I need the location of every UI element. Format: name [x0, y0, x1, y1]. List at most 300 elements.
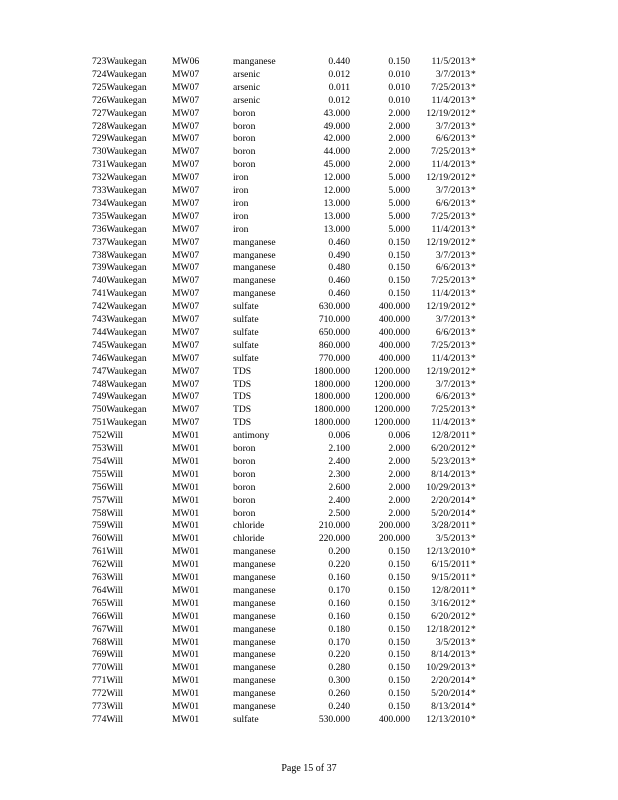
table-row: [0, 158, 618, 171]
parameter: arsenic: [233, 94, 261, 106]
well-id: MW07: [172, 197, 200, 209]
record-id: 759Will: [92, 520, 124, 532]
sample-date: 2/20/2014: [431, 675, 470, 687]
table-row: [0, 55, 618, 68]
parameter: sulfate: [233, 713, 259, 725]
result-value: 710.000: [318, 314, 350, 325]
sample-date: 5/20/2014: [431, 507, 470, 519]
parameter: boron: [233, 455, 256, 467]
result-value: 49.000: [323, 120, 350, 132]
exceedance-flag: *: [471, 146, 476, 158]
exceedance-flag: *: [471, 675, 476, 687]
table-row: [0, 132, 618, 145]
parameter: manganese: [233, 572, 276, 583]
standard-limit: 0.150: [388, 662, 410, 674]
record-id: 741Waukegan: [92, 288, 147, 300]
exceedance-flag: *: [471, 339, 476, 351]
table-row: [0, 584, 618, 597]
table-row: [0, 249, 618, 262]
standard-limit: 5.000: [388, 223, 410, 235]
well-id: MW07: [172, 236, 200, 248]
record-id: 764Will: [92, 584, 124, 596]
exceedance-flag: *: [471, 662, 476, 674]
standard-limit: 0.150: [388, 262, 410, 274]
exceedance-flag: *: [471, 378, 476, 390]
standard-limit: 0.150: [388, 288, 410, 300]
table-row: [0, 326, 618, 339]
exceedance-flag: *: [471, 120, 476, 132]
result-value: 13.000: [323, 210, 350, 222]
exceedance-flag: *: [471, 494, 476, 506]
sample-date: 8/14/2013: [431, 649, 470, 661]
exceedance-flag: *: [471, 610, 476, 622]
record-id: 757Will: [92, 494, 124, 506]
record-id: 770Will: [92, 662, 124, 674]
parameter: iron: [233, 223, 249, 235]
parameter: boron: [233, 146, 256, 158]
table-row: [0, 274, 618, 287]
table-row: [0, 107, 618, 120]
exceedance-flag: *: [471, 275, 476, 287]
sample-date: 12/19/2012: [426, 301, 470, 313]
well-id: MW07: [172, 81, 200, 93]
table-row: [0, 494, 618, 507]
result-value: 650.000: [318, 326, 350, 338]
standard-limit: 1200.000: [374, 365, 410, 377]
table-row: [0, 636, 618, 649]
exceedance-flag: *: [471, 223, 476, 235]
standard-limit: 0.010: [388, 94, 410, 106]
well-id: MW07: [172, 301, 200, 313]
well-id: MW01: [172, 662, 200, 674]
parameter: boron: [233, 468, 256, 480]
sample-date: 3/16/2012: [431, 597, 470, 609]
record-id: 739Waukegan: [92, 262, 147, 274]
parameter: sulfate: [233, 352, 259, 364]
result-value: 0.180: [328, 623, 350, 635]
record-id: 760Will: [92, 533, 124, 545]
table-row: [0, 210, 618, 223]
record-id: 762Will: [92, 559, 124, 571]
result-value: 2.600: [328, 481, 350, 493]
record-id: 725Waukegan: [92, 81, 147, 93]
sample-date: 3/7/2013: [435, 120, 470, 132]
standard-limit: 1200.000: [374, 417, 410, 429]
result-value: 2.500: [328, 507, 350, 519]
result-value: 1800.000: [314, 378, 350, 390]
record-id: 752Will: [92, 430, 124, 442]
standard-limit: 0.150: [388, 572, 410, 583]
record-id: 771Will: [92, 675, 124, 687]
record-id: 749Waukegan: [92, 391, 147, 403]
parameter: manganese: [233, 688, 276, 700]
exceedance-flag: *: [471, 688, 476, 700]
exceedance-flag: *: [471, 326, 476, 338]
result-value: 0.160: [328, 572, 350, 583]
standard-limit: 2.000: [388, 120, 410, 132]
parameter: manganese: [233, 56, 276, 67]
table-row: [0, 120, 618, 133]
table-row: [0, 390, 618, 403]
parameter: TDS: [233, 391, 252, 403]
well-id: MW01: [172, 610, 200, 622]
sample-date: 6/20/2012: [431, 443, 470, 454]
table-row: [0, 519, 618, 532]
exceedance-flag: *: [471, 584, 476, 596]
record-id: 727Waukegan: [92, 107, 147, 119]
table-row: [0, 468, 618, 481]
sample-date: 12/19/2012: [426, 107, 470, 119]
sample-date: 11/4/2013: [431, 288, 470, 300]
sample-date: 3/7/2013: [435, 378, 470, 390]
parameter: manganese: [233, 249, 276, 261]
standard-limit: 200.000: [378, 520, 410, 532]
exceedance-flag: *: [471, 288, 476, 300]
standard-limit: 1200.000: [374, 391, 410, 403]
standard-limit: 400.000: [378, 339, 410, 351]
exceedance-flag: *: [471, 56, 476, 67]
parameter: iron: [233, 172, 249, 184]
well-id: MW01: [172, 572, 200, 583]
record-id: 736Waukegan: [92, 223, 147, 235]
table-row: [0, 674, 618, 687]
parameter: TDS: [233, 404, 252, 416]
sample-date: 6/15/2011: [431, 559, 470, 571]
parameter: manganese: [233, 701, 276, 712]
standard-limit: 0.150: [388, 623, 410, 635]
well-id: MW07: [172, 210, 200, 222]
table-row: [0, 81, 618, 94]
well-id: MW07: [172, 391, 200, 403]
record-id: 746Waukegan: [92, 352, 147, 364]
standard-limit: 2.000: [388, 146, 410, 158]
result-value: 0.300: [328, 675, 350, 687]
record-id: 735Waukegan: [92, 210, 147, 222]
well-id: MW06: [172, 56, 200, 67]
record-id: 754Will: [92, 455, 124, 467]
table-row: [0, 661, 618, 674]
sample-date: 7/25/2013: [431, 146, 470, 158]
table-row: [0, 145, 618, 158]
table-row: [0, 313, 618, 326]
result-value: 530.000: [318, 713, 350, 725]
record-id: 731Waukegan: [92, 159, 147, 171]
result-value: 0.280: [328, 662, 350, 674]
well-id: MW07: [172, 404, 200, 416]
record-id: 773Will: [92, 701, 124, 712]
result-value: 0.160: [328, 610, 350, 622]
well-id: MW07: [172, 339, 200, 351]
record-id: 769Will: [92, 649, 124, 661]
result-value: 1800.000: [314, 404, 350, 416]
record-id: 742Waukegan: [92, 301, 147, 313]
sample-date: 6/20/2012: [431, 610, 470, 622]
record-id: 726Waukegan: [92, 94, 147, 106]
result-value: 0.160: [328, 597, 350, 609]
well-id: MW01: [172, 559, 200, 571]
well-id: MW01: [172, 584, 200, 596]
standard-limit: 0.150: [388, 584, 410, 596]
parameter: manganese: [233, 597, 276, 609]
sample-date: 3/5/2013: [435, 533, 470, 545]
well-id: MW07: [172, 378, 200, 390]
exceedance-flag: *: [471, 481, 476, 493]
exceedance-flag: *: [471, 636, 476, 648]
sample-date: 2/20/2014: [431, 494, 470, 506]
sample-date: 6/6/2013: [435, 326, 470, 338]
sample-date: 3/28/2011: [431, 520, 470, 532]
record-id: 765Will: [92, 597, 124, 609]
sample-date: 3/7/2013: [435, 68, 470, 80]
result-value: 13.000: [323, 197, 350, 209]
sample-date: 12/19/2012: [426, 236, 470, 248]
table-row: [0, 300, 618, 313]
parameter: manganese: [233, 610, 276, 622]
exceedance-flag: *: [471, 314, 476, 325]
exceedance-flag: *: [471, 533, 476, 545]
table-row: [0, 429, 618, 442]
parameter: manganese: [233, 288, 276, 300]
table-row: [0, 558, 618, 571]
result-value: 13.000: [323, 223, 350, 235]
well-id: MW07: [172, 326, 200, 338]
table-row: [0, 416, 618, 429]
exceedance-flag: *: [471, 249, 476, 261]
well-id: MW01: [172, 533, 200, 545]
result-value: 0.490: [328, 249, 350, 261]
result-value: 12.000: [323, 172, 350, 184]
table-row: [0, 623, 618, 636]
table-row: [0, 610, 618, 623]
result-value: 0.012: [328, 68, 350, 80]
record-id: 758Will: [92, 507, 124, 519]
parameter: boron: [233, 443, 256, 454]
standard-limit: 2.000: [388, 468, 410, 480]
result-value: 0.220: [328, 649, 350, 661]
standard-limit: 0.150: [388, 249, 410, 261]
result-value: 0.170: [328, 636, 350, 648]
result-value: 42.000: [323, 133, 350, 145]
parameter: manganese: [233, 262, 276, 274]
table-row: [0, 687, 618, 700]
exceedance-flag: *: [471, 520, 476, 532]
parameter: manganese: [233, 559, 276, 571]
sample-date: 12/13/2010: [426, 713, 470, 725]
result-value: 43.000: [323, 107, 350, 119]
standard-limit: 2.000: [388, 494, 410, 506]
parameter: boron: [233, 507, 256, 519]
exceedance-flag: *: [471, 572, 476, 583]
record-id: 753Will: [92, 443, 124, 454]
exceedance-flag: *: [471, 391, 476, 403]
record-id: 743Waukegan: [92, 314, 147, 325]
sample-date: 12/18/2012: [426, 623, 470, 635]
well-id: MW01: [172, 507, 200, 519]
standard-limit: 0.150: [388, 649, 410, 661]
parameter: arsenic: [233, 81, 261, 93]
parameter: boron: [233, 159, 256, 171]
sample-date: 3/7/2013: [435, 185, 470, 196]
table-row: [0, 571, 618, 584]
well-id: MW01: [172, 546, 200, 558]
result-value: 0.460: [328, 288, 350, 300]
parameter: manganese: [233, 236, 276, 248]
sample-date: 7/25/2013: [431, 275, 470, 287]
table-row: [0, 223, 618, 236]
record-id: 745Waukegan: [92, 339, 147, 351]
parameter: boron: [233, 481, 256, 493]
standard-limit: 400.000: [378, 326, 410, 338]
result-value: 860.000: [318, 339, 350, 351]
standard-limit: 400.000: [378, 314, 410, 325]
record-id: 723Waukegan: [92, 56, 147, 67]
record-id: 756Will: [92, 481, 124, 493]
parameter: arsenic: [233, 68, 261, 80]
well-id: MW01: [172, 481, 200, 493]
table-row: [0, 403, 618, 416]
record-id: 761Will: [92, 546, 124, 558]
parameter: manganese: [233, 275, 276, 287]
parameter: antimony: [233, 430, 270, 442]
result-value: 2.300: [328, 468, 350, 480]
record-id: 733Waukegan: [92, 185, 147, 196]
exceedance-flag: *: [471, 365, 476, 377]
well-id: MW07: [172, 146, 200, 158]
standard-limit: 2.000: [388, 107, 410, 119]
record-id: 734Waukegan: [92, 197, 147, 209]
exceedance-flag: *: [471, 597, 476, 609]
table-row: [0, 365, 618, 378]
standard-limit: 2.000: [388, 443, 410, 454]
sample-date: 11/4/2013: [431, 223, 470, 235]
result-value: 0.220: [328, 559, 350, 571]
result-value: 0.170: [328, 584, 350, 596]
table-row: [0, 184, 618, 197]
sample-date: 11/4/2013: [431, 159, 470, 171]
well-id: MW01: [172, 688, 200, 700]
exceedance-flag: *: [471, 404, 476, 416]
parameter: manganese: [233, 584, 276, 596]
standard-limit: 0.150: [388, 597, 410, 609]
record-id: 728Waukegan: [92, 120, 147, 132]
result-value: 220.000: [318, 533, 350, 545]
well-id: MW01: [172, 443, 200, 454]
table-row: [0, 287, 618, 300]
well-id: MW07: [172, 262, 200, 274]
record-id: 732Waukegan: [92, 172, 147, 184]
parameter: boron: [233, 494, 256, 506]
table-row: [0, 442, 618, 455]
result-value: 0.260: [328, 688, 350, 700]
result-value: 0.012: [328, 94, 350, 106]
well-id: MW01: [172, 623, 200, 635]
exceedance-flag: *: [471, 430, 476, 442]
table-row: [0, 545, 618, 558]
record-id: 738Waukegan: [92, 249, 147, 261]
record-id: 730Waukegan: [92, 146, 147, 158]
well-id: MW01: [172, 636, 200, 648]
standard-limit: 0.150: [388, 236, 410, 248]
well-id: MW07: [172, 107, 200, 119]
well-id: MW07: [172, 288, 200, 300]
result-value: 0.440: [328, 56, 350, 67]
standard-limit: 400.000: [378, 301, 410, 313]
record-id: 737Waukegan: [92, 236, 147, 248]
parameter: manganese: [233, 623, 276, 635]
sample-date: 3/7/2013: [435, 314, 470, 325]
sample-date: 3/7/2013: [435, 249, 470, 261]
record-id: 724Waukegan: [92, 68, 147, 80]
exceedance-flag: *: [471, 649, 476, 661]
standard-limit: 5.000: [388, 185, 410, 196]
standard-limit: 0.150: [388, 610, 410, 622]
result-value: 0.240: [328, 701, 350, 712]
result-value: 630.000: [318, 301, 350, 313]
exceedance-flag: *: [471, 417, 476, 429]
parameter: manganese: [233, 649, 276, 661]
table-row: [0, 261, 618, 274]
standard-limit: 200.000: [378, 533, 410, 545]
result-value: 770.000: [318, 352, 350, 364]
result-value: 0.200: [328, 546, 350, 558]
result-value: 2.100: [328, 443, 350, 454]
exceedance-flag: *: [471, 68, 476, 80]
well-id: MW07: [172, 275, 200, 287]
record-id: 763Will: [92, 572, 124, 583]
well-id: MW07: [172, 159, 200, 171]
well-id: MW07: [172, 94, 200, 106]
exceedance-flag: *: [471, 94, 476, 106]
parameter: sulfate: [233, 314, 259, 325]
sample-date: 6/6/2013: [435, 391, 470, 403]
table-row: [0, 68, 618, 81]
standard-limit: 2.000: [388, 507, 410, 519]
exceedance-flag: *: [471, 262, 476, 274]
table-row: [0, 236, 618, 249]
well-id: MW01: [172, 649, 200, 661]
standard-limit: 0.150: [388, 688, 410, 700]
table-row: [0, 352, 618, 365]
record-id: 755Will: [92, 468, 124, 480]
well-id: MW07: [172, 172, 200, 184]
record-id: 744Waukegan: [92, 326, 147, 338]
standard-limit: 5.000: [388, 172, 410, 184]
exceedance-flag: *: [471, 701, 476, 712]
exceedance-flag: *: [471, 455, 476, 467]
well-id: MW01: [172, 520, 200, 532]
table-row: [0, 378, 618, 391]
standard-limit: 2.000: [388, 481, 410, 493]
standard-limit: 1200.000: [374, 378, 410, 390]
table-row: [0, 648, 618, 661]
result-value: 210.000: [318, 520, 350, 532]
table-row: [0, 339, 618, 352]
standard-limit: 1200.000: [374, 404, 410, 416]
standard-limit: 0.010: [388, 68, 410, 80]
sample-date: 12/8/2011: [431, 430, 470, 442]
table-row: [0, 171, 618, 184]
table-row: [0, 455, 618, 468]
standard-limit: 0.010: [388, 81, 410, 93]
exceedance-flag: *: [471, 623, 476, 635]
standard-limit: 0.150: [388, 675, 410, 687]
standard-limit: 0.150: [388, 546, 410, 558]
exceedance-flag: *: [471, 185, 476, 196]
sample-date: 8/13/2014: [431, 701, 470, 712]
standard-limit: 5.000: [388, 197, 410, 209]
well-id: MW01: [172, 675, 200, 687]
table-row: [0, 532, 618, 545]
